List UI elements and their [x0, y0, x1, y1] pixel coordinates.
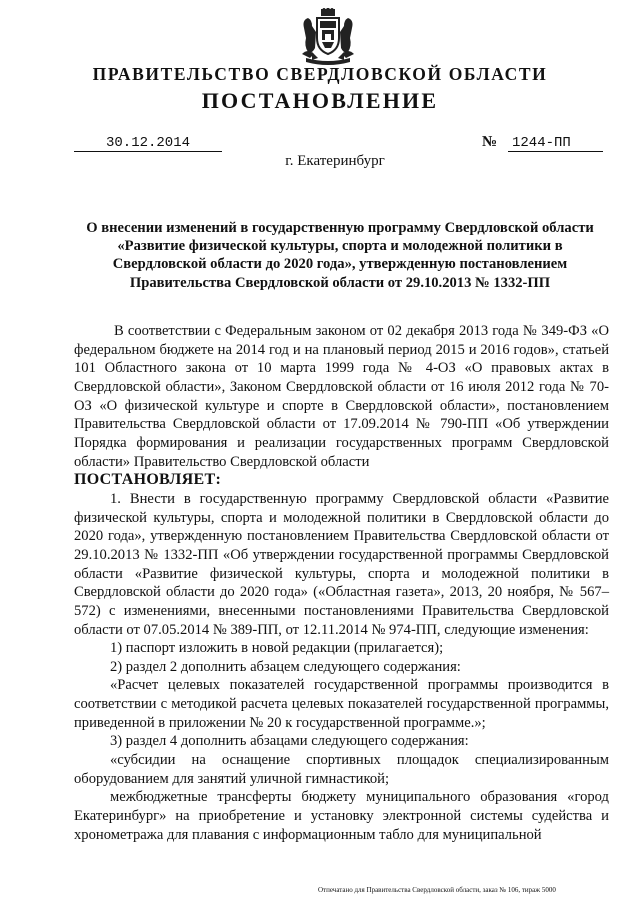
- resolve-heading: ПОСТАНОВЛЯЕТ:: [74, 471, 222, 489]
- document-number: 1244-ПП: [508, 136, 603, 152]
- number-sign: №: [482, 134, 498, 150]
- organization-title: ПРАВИТЕЛЬСТВО СВЕРДЛОВСКОЙ ОБЛАСТИ: [92, 64, 548, 84]
- coat-of-arms-icon: [298, 8, 358, 66]
- paragraph-section-4: 3) раздел 4 дополнить абзацами следующего содержания:: [110, 733, 469, 750]
- preamble-paragraph: В соответствии с Федеральным законом от 02 декабря 2013 года № 349-ФЗ «О федеральном бюджете на 2014 год и на плановый период 2015 и 2016 годов», статьей 101 Областного закона от 10 марта 1999 года № 4-ОЗ «О правовых актах в Свердловской области», Законом Свердловской области от 16 июля 2012 года № 70-ОЗ «О физической культуре и спорте в Свердловской области», постановлением Правительства Свердловской области от 17.09.2014 № 790-ПП «Об утверждении Порядка формирования и реализации государственных программ Свердловской области» Правительство Свердловской области: [74, 323, 609, 470]
- paragraph-transfers: межбюджетные трансферты бюджету муниципального образования «город Екатеринбург» на приобретение и установку электронной системы судейства и хронометража для плавания с информационным табло для муниципальной: [74, 789, 609, 843]
- paragraph-quote-section-2: «Расчет целевых показателей государственной программы производится в соответствии с методикой расчета целевых показателей государственной программы, приведенной в приложении № 20 к государственной программе.»;: [74, 677, 609, 731]
- document-body: [74, 322, 609, 844]
- paragraph-section-2: 2) раздел 2 дополнить абзацем следующего содержания:: [110, 658, 461, 675]
- document-date: 30.12.2014: [74, 136, 222, 152]
- print-footer: Отпечатано для Правительства Свердловской области, заказ № 106, тираж 5000: [318, 886, 556, 894]
- paragraph-subsidies: «субсидии на оснащение спортивных площадок специализированным оборудованием для занятий уличной гимнастикой;: [74, 752, 609, 787]
- city-line: г. Екатеринбург: [285, 153, 385, 169]
- paragraph-passport: 1) паспорт изложить в новой редакции (прилагается);: [110, 640, 444, 657]
- document-type: ПОСТАНОВЛЕНИЕ: [201, 88, 439, 113]
- document-subject: О внесении изменений в государственную программу Свердловской области «Развитие физической культуры, спорта и молодежной политики в Свердловской области до 2020 года», утвержденную постановлением Правительства Свердловской области от 29.10.2013 № 1332-ПП: [86, 220, 594, 291]
- paragraph-item-1: 1. Внести в государственную программу Свердловской области «Развитие физической культуры, спорта и молодежной политики в Свердловской области до 2020 года», утвержденную постановлением Правительства Свердловской области от 29.10.2013 № 1332-ПП «Об утверждении государственной программы Свердловской области «Развитие физической культуры, спорта и молодежной политики в Свердловской области до 2020 года» («Областная газета», 2013, 20 ноября, № 567–572) с изменениями, внесенными постановлениями Правительства Свердловской области от 07.05.2014 № 389-ПП, от 12.11.2014 № 974-ПП, следующие изменения:: [74, 490, 609, 638]
